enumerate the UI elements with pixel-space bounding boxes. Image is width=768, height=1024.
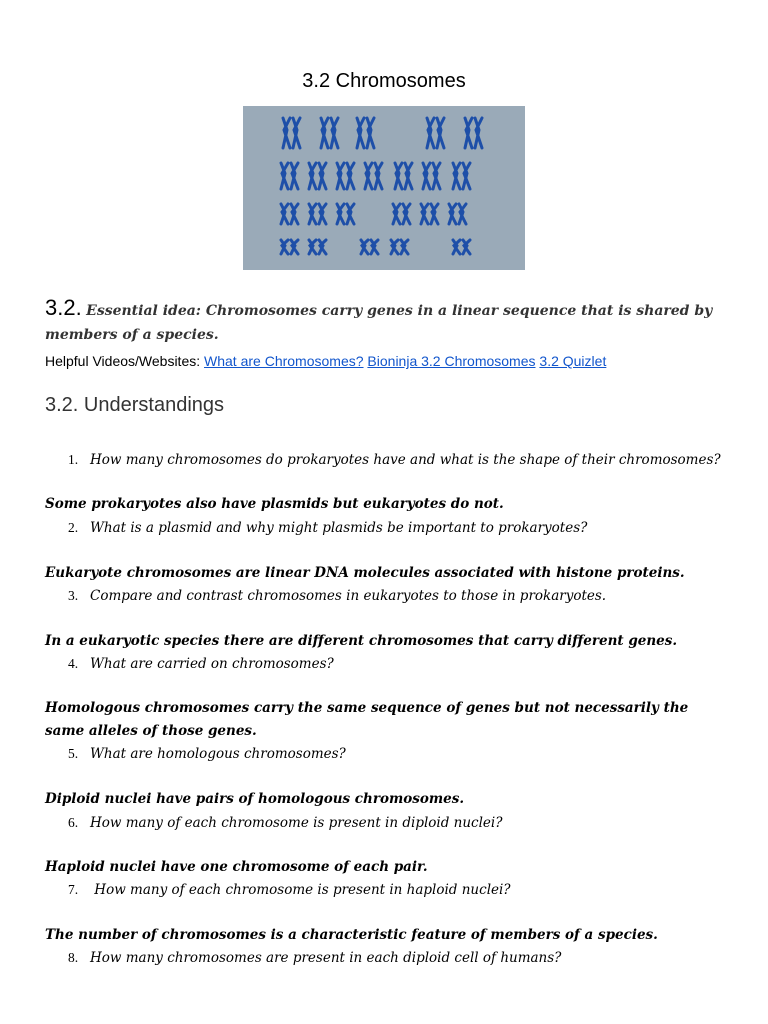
chromosome bbox=[309, 204, 316, 224]
essential-idea bbox=[45, 296, 735, 347]
chromosome bbox=[463, 163, 470, 189]
chromosome bbox=[309, 240, 316, 254]
chromosome bbox=[391, 240, 398, 254]
chromosome bbox=[371, 240, 378, 254]
chromosome bbox=[433, 163, 440, 189]
question-text: How many chromosomes do prokaryotes have and what is the shape of their chromosomes? bbox=[90, 452, 721, 468]
question-8 bbox=[68, 948, 748, 968]
question-number: 8. bbox=[68, 950, 79, 965]
chromosome bbox=[347, 204, 354, 224]
chromosome bbox=[367, 118, 374, 148]
chromosome bbox=[463, 240, 470, 254]
question-text: What are homologous chromosomes? bbox=[90, 746, 346, 762]
chromosome bbox=[393, 204, 400, 224]
statement-7: Haploid nuclei have one chromosome of each pair. bbox=[45, 859, 428, 875]
chromosome bbox=[347, 163, 354, 189]
link-bioninja[interactable]: Bioninja 3.2 Chromosomes bbox=[367, 353, 536, 369]
chromosome bbox=[375, 163, 382, 189]
question-number: 2. bbox=[68, 520, 79, 535]
link-what-are-chromosomes[interactable]: What are Chromosomes? bbox=[204, 353, 364, 369]
question-text: How many of each chromosome is present in haploid nuclei? bbox=[90, 882, 511, 898]
helpful-links bbox=[45, 353, 606, 369]
chromosome bbox=[453, 163, 460, 189]
chromosome bbox=[337, 204, 344, 224]
question-text: Compare and contrast chromosomes in eukaryotes to those in prokaryotes. bbox=[90, 588, 607, 604]
chromosome bbox=[293, 118, 300, 148]
page-title: 3.2 Chromosomes bbox=[302, 70, 466, 92]
chromosome bbox=[357, 118, 364, 148]
chromosome bbox=[453, 240, 460, 254]
karyotype-graphic bbox=[243, 106, 525, 270]
chromosome bbox=[365, 163, 372, 189]
chromosome bbox=[291, 163, 298, 189]
question-4 bbox=[68, 654, 748, 674]
chromosome bbox=[321, 118, 328, 148]
statement-2: Some prokaryotes also have plasmids but eukaryotes do not. bbox=[45, 496, 504, 512]
chromosome bbox=[281, 204, 288, 224]
essential-text: Essential idea: Chromosomes carry genes in a linear sequence that is shared by members of a species. bbox=[45, 303, 713, 343]
statement-5: Homologous chromosomes carry the same sequence of genes but not necessarily the same alleles of those genes. bbox=[45, 700, 689, 739]
chromosome bbox=[319, 204, 326, 224]
chromosome bbox=[291, 240, 298, 254]
chromosome bbox=[405, 163, 412, 189]
question-number: 1. bbox=[68, 452, 79, 467]
chromosome bbox=[431, 204, 438, 224]
statement-3: Eukaryote chromosomes are linear DNA molecules associated with histone proteins. bbox=[45, 565, 685, 581]
chromosome bbox=[361, 240, 368, 254]
chromosome bbox=[291, 204, 298, 224]
question-number: 5. bbox=[68, 746, 79, 761]
link-quizlet[interactable]: 3.2 Quizlet bbox=[539, 353, 607, 369]
question-3 bbox=[68, 586, 748, 606]
chromosome bbox=[337, 163, 344, 189]
chromosome bbox=[395, 163, 402, 189]
question-text: What are carried on chromosomes? bbox=[90, 656, 334, 672]
chromosome bbox=[449, 204, 456, 224]
question-2 bbox=[68, 518, 748, 538]
chromosome bbox=[309, 163, 316, 189]
question-number: 4. bbox=[68, 656, 79, 671]
statement-8: The number of chromosomes is a characteristic feature of members of a species. bbox=[45, 927, 658, 943]
essential-number: 3.2. bbox=[45, 295, 82, 320]
chromosome bbox=[427, 118, 434, 148]
karyotype-image bbox=[243, 106, 525, 270]
question-text: How many chromosomes are present in each diploid cell of humans? bbox=[90, 950, 562, 966]
statement-6: Diploid nuclei have pairs of homologous chromosomes. bbox=[45, 791, 465, 807]
chromosome bbox=[281, 240, 288, 254]
chromosome bbox=[465, 118, 472, 148]
statement-4: In a eukaryotic species there are different chromosomes that carry different genes. bbox=[45, 633, 678, 649]
question-1 bbox=[68, 450, 748, 470]
chromosome bbox=[319, 240, 326, 254]
chromosome bbox=[331, 118, 338, 148]
question-number: 7. bbox=[68, 882, 79, 897]
chromosome bbox=[423, 163, 430, 189]
helpful-label: Helpful Videos/Websites: bbox=[45, 353, 201, 369]
question-5 bbox=[68, 744, 748, 764]
question-6 bbox=[68, 813, 748, 833]
question-number: 3. bbox=[68, 588, 79, 603]
chromosome bbox=[283, 118, 290, 148]
chromosome bbox=[281, 163, 288, 189]
chromosome bbox=[437, 118, 444, 148]
question-text: What is a plasmid and why might plasmids be important to prokaryotes? bbox=[90, 520, 588, 536]
chromosome bbox=[401, 240, 408, 254]
chromosome bbox=[319, 163, 326, 189]
understandings-heading: 3.2. Understandings bbox=[45, 394, 225, 416]
question-number: 6. bbox=[68, 815, 79, 830]
question-text: How many of each chromosome is present in diploid nuclei? bbox=[90, 815, 503, 831]
chromosome bbox=[421, 204, 428, 224]
chromosome bbox=[475, 118, 482, 148]
chromosome bbox=[459, 204, 466, 224]
chromosome bbox=[403, 204, 410, 224]
question-7 bbox=[68, 880, 748, 900]
